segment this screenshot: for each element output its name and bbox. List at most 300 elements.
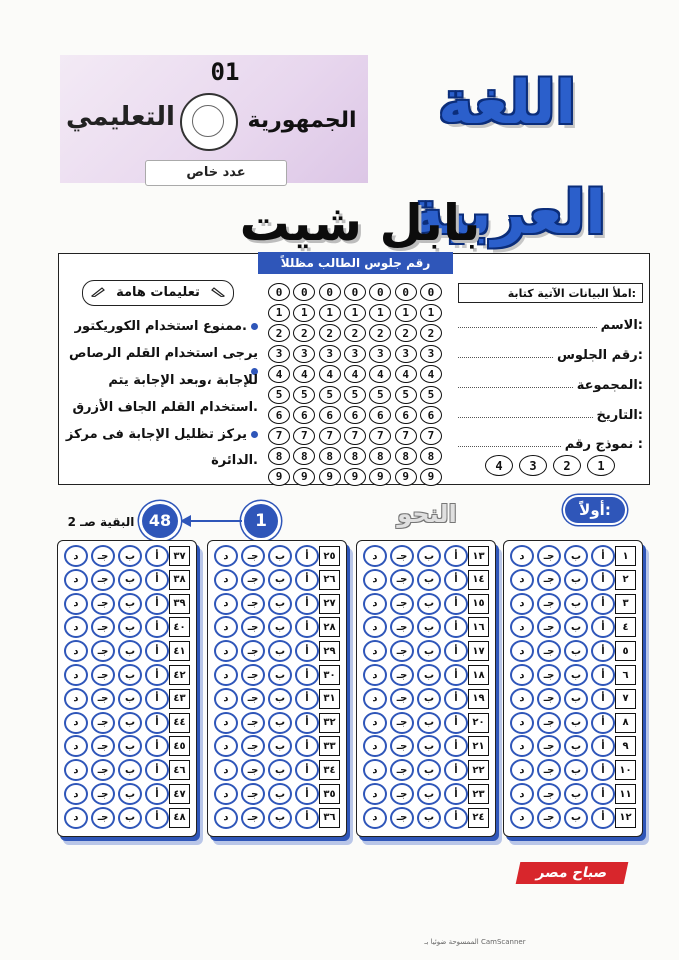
answer-option-bubble[interactable]: جـ [390, 593, 414, 615]
answer-option-bubble[interactable]: أ [295, 735, 319, 757]
answer-option-bubble[interactable]: أ [145, 783, 169, 805]
answer-option-bubble[interactable]: جـ [390, 616, 414, 638]
answer-option-bubble[interactable]: أ [444, 735, 468, 757]
answer-option-bubble[interactable]: جـ [91, 712, 115, 734]
seat-digit-bubble[interactable]: 7 [293, 427, 315, 445]
answer-option-bubble[interactable]: جـ [390, 545, 414, 567]
answer-option-bubble[interactable]: أ [145, 640, 169, 662]
seat-digit-bubble[interactable]: 5 [344, 386, 366, 404]
answer-option-bubble[interactable]: ب [118, 807, 142, 829]
answer-option-bubble[interactable]: جـ [241, 688, 265, 710]
seat-digit-bubble[interactable]: 9 [319, 468, 341, 486]
seat-digit-bubble[interactable]: 6 [319, 406, 341, 424]
answer-option-bubble[interactable]: أ [295, 807, 319, 829]
seat-digit-bubble[interactable]: 3 [395, 345, 417, 363]
seat-digit-bubble[interactable]: 2 [268, 324, 290, 342]
student-field[interactable] [458, 311, 643, 333]
answer-option-bubble[interactable]: ب [268, 664, 292, 686]
answer-option-bubble[interactable]: جـ [390, 664, 414, 686]
field-dotted-line[interactable] [458, 387, 573, 388]
seat-digit-bubble[interactable]: 4 [293, 365, 315, 383]
answer-option-bubble[interactable]: أ [591, 735, 615, 757]
student-field[interactable] [458, 430, 643, 452]
answer-option-bubble[interactable]: د [214, 569, 238, 591]
answer-option-bubble[interactable]: جـ [537, 688, 561, 710]
answer-option-bubble[interactable]: أ [295, 688, 319, 710]
answer-option-bubble[interactable]: أ [145, 807, 169, 829]
seat-digit-bubble[interactable]: 2 [293, 324, 315, 342]
field-label: رقم الجلوس: [556, 348, 643, 363]
seat-digit-bubble[interactable]: 1 [420, 304, 442, 322]
question-number: ٤٠ [169, 617, 190, 637]
answer-options [510, 712, 615, 734]
answer-option-bubble[interactable]: أ [591, 783, 615, 805]
seat-row [268, 385, 442, 406]
answer-option-bubble[interactable]: ب [268, 783, 292, 805]
seat-digit-bubble[interactable]: 9 [344, 468, 366, 486]
seat-row [268, 282, 442, 303]
answer-option-bubble[interactable]: أ [444, 593, 468, 615]
answer-option-bubble[interactable]: د [64, 640, 88, 662]
answer-option-bubble[interactable]: أ [295, 664, 319, 686]
seat-digit-bubble[interactable]: 6 [369, 406, 391, 424]
answer-option-bubble[interactable]: أ [295, 640, 319, 662]
answer-option-bubble[interactable]: د [214, 545, 238, 567]
answer-option-bubble[interactable]: أ [444, 783, 468, 805]
answer-option-bubble[interactable]: د [363, 569, 387, 591]
answer-option-bubble[interactable]: د [64, 664, 88, 686]
answer-option-bubble[interactable]: أ [145, 569, 169, 591]
answer-option-bubble[interactable]: ب [118, 545, 142, 567]
answer-option-bubble[interactable]: ب [417, 688, 441, 710]
answer-option-bubble[interactable]: د [510, 735, 534, 757]
model-option-bubble[interactable]: 1 [587, 455, 615, 476]
answer-option-bubble[interactable]: جـ [91, 735, 115, 757]
model-option-bubble[interactable]: 2 [553, 455, 581, 476]
answer-option-bubble[interactable]: د [510, 664, 534, 686]
answer-option-bubble[interactable]: د [510, 712, 534, 734]
answer-option-bubble[interactable]: ب [268, 569, 292, 591]
answer-option-bubble[interactable]: ب [417, 759, 441, 781]
answer-option-bubble[interactable]: جـ [91, 640, 115, 662]
question-number: ٢٤ [468, 808, 489, 828]
question-number: ٤٥ [169, 736, 190, 756]
answer-option-bubble[interactable]: د [363, 807, 387, 829]
answer-option-bubble[interactable]: د [510, 807, 534, 829]
answer-option-bubble[interactable]: جـ [91, 569, 115, 591]
answer-option-bubble[interactable]: ب [118, 712, 142, 734]
answer-option-bubble[interactable]: جـ [390, 759, 414, 781]
answer-option-bubble[interactable]: جـ [390, 783, 414, 805]
answer-option-bubble[interactable]: ب [564, 593, 588, 615]
seat-row [268, 344, 442, 365]
seat-digit-bubble[interactable]: 9 [293, 468, 315, 486]
seat-digit-bubble[interactable]: 3 [420, 345, 442, 363]
answer-option-bubble[interactable]: أ [145, 616, 169, 638]
answer-option-bubble[interactable]: جـ [241, 569, 265, 591]
answer-option-bubble[interactable]: أ [444, 616, 468, 638]
answer-option-bubble[interactable]: أ [295, 616, 319, 638]
answer-options [64, 735, 169, 757]
answer-option-bubble[interactable]: د [363, 688, 387, 710]
answer-option-bubble[interactable]: د [214, 640, 238, 662]
answer-option-bubble[interactable]: جـ [537, 640, 561, 662]
answer-option-bubble[interactable]: د [510, 616, 534, 638]
answer-option-bubble[interactable]: ب [417, 664, 441, 686]
seat-digit-bubble[interactable]: 3 [293, 345, 315, 363]
answer-option-bubble[interactable]: د [64, 545, 88, 567]
answer-option-bubble[interactable]: أ [444, 712, 468, 734]
answer-option-bubble[interactable]: د [64, 807, 88, 829]
answer-option-bubble[interactable]: د [64, 712, 88, 734]
answer-option-bubble[interactable]: ب [564, 616, 588, 638]
answer-option-bubble[interactable]: أ [591, 807, 615, 829]
answer-option-bubble[interactable]: أ [145, 688, 169, 710]
seat-digit-bubble[interactable]: 4 [395, 365, 417, 383]
answer-option-bubble[interactable]: أ [145, 735, 169, 757]
student-field[interactable] [458, 341, 643, 363]
answer-option-bubble[interactable]: د [64, 688, 88, 710]
seat-digit-bubble[interactable]: 7 [395, 427, 417, 445]
answer-option-bubble[interactable]: أ [145, 545, 169, 567]
field-dotted-line[interactable] [458, 357, 553, 358]
answer-option-bubble[interactable]: ب [417, 569, 441, 591]
answer-option-bubble[interactable]: ب [417, 712, 441, 734]
answer-option-bubble[interactable]: د [214, 807, 238, 829]
answer-option-bubble[interactable]: د [510, 545, 534, 567]
seat-digit-bubble[interactable]: 1 [319, 304, 341, 322]
answer-option-bubble[interactable]: أ [295, 712, 319, 734]
question-number: ٣٨ [169, 570, 190, 590]
answer-option-bubble[interactable]: جـ [537, 593, 561, 615]
answer-option-bubble[interactable]: ب [564, 783, 588, 805]
answer-option-bubble[interactable]: ب [268, 759, 292, 781]
answer-option-bubble[interactable]: ب [564, 759, 588, 781]
answer-option-bubble[interactable]: أ [145, 664, 169, 686]
answer-option-bubble[interactable]: جـ [91, 664, 115, 686]
answer-option-bubble[interactable]: جـ [390, 712, 414, 734]
answer-option-bubble[interactable]: أ [444, 759, 468, 781]
answer-option-bubble[interactable]: أ [591, 712, 615, 734]
answer-option-bubble[interactable]: جـ [390, 640, 414, 662]
answer-option-bubble[interactable]: ب [268, 616, 292, 638]
answer-option-bubble[interactable]: أ [444, 640, 468, 662]
answer-option-bubble[interactable]: أ [591, 759, 615, 781]
answer-option-bubble[interactable]: ب [564, 712, 588, 734]
answer-option-bubble[interactable]: أ [295, 593, 319, 615]
answer-option-bubble[interactable]: د [64, 616, 88, 638]
answer-option-bubble[interactable]: ب [118, 688, 142, 710]
answer-option-bubble[interactable]: جـ [390, 735, 414, 757]
seat-digit-bubble[interactable]: 2 [395, 324, 417, 342]
answer-row [363, 687, 489, 711]
seat-digit-bubble[interactable]: 8 [293, 447, 315, 465]
seat-digit-bubble[interactable]: 5 [293, 386, 315, 404]
answer-option-bubble[interactable]: ب [118, 783, 142, 805]
answer-option-bubble[interactable]: ب [118, 664, 142, 686]
model-option-bubble[interactable]: 4 [485, 455, 513, 476]
answer-option-bubble[interactable]: جـ [91, 759, 115, 781]
student-field[interactable] [458, 401, 643, 423]
answer-option-bubble[interactable]: د [363, 712, 387, 734]
seat-digit-bubble[interactable]: 8 [268, 447, 290, 465]
seat-digit-bubble[interactable]: 5 [268, 386, 290, 404]
answer-option-bubble[interactable]: د [214, 688, 238, 710]
answer-option-bubble[interactable]: جـ [537, 616, 561, 638]
answer-option-bubble[interactable]: ب [564, 688, 588, 710]
answer-option-bubble[interactable]: د [510, 569, 534, 591]
answer-option-bubble[interactable]: د [214, 593, 238, 615]
answer-option-bubble[interactable]: د [214, 616, 238, 638]
answer-option-bubble[interactable]: ب [564, 640, 588, 662]
answer-option-bubble[interactable]: د [363, 616, 387, 638]
answer-option-bubble[interactable]: ب [417, 616, 441, 638]
seat-digit-bubble[interactable]: 3 [268, 345, 290, 363]
answer-option-bubble[interactable]: ب [417, 593, 441, 615]
answer-option-bubble[interactable]: أ [591, 664, 615, 686]
answer-option-bubble[interactable]: د [214, 783, 238, 805]
answer-option-bubble[interactable]: جـ [91, 807, 115, 829]
seat-digit-bubble[interactable]: 7 [319, 427, 341, 445]
answer-option-bubble[interactable]: أ [295, 545, 319, 567]
answer-option-bubble[interactable]: جـ [91, 593, 115, 615]
answer-option-bubble[interactable]: جـ [537, 712, 561, 734]
answer-option-bubble[interactable]: جـ [537, 664, 561, 686]
answer-option-bubble[interactable]: أ [444, 688, 468, 710]
answer-option-bubble[interactable]: جـ [241, 664, 265, 686]
answer-option-bubble[interactable]: ب [118, 640, 142, 662]
answer-option-bubble[interactable]: جـ [537, 807, 561, 829]
seat-digit-bubble[interactable]: 5 [319, 386, 341, 404]
answer-option-bubble[interactable]: جـ [241, 593, 265, 615]
answer-option-bubble[interactable]: أ [591, 688, 615, 710]
answer-option-bubble[interactable]: أ [295, 569, 319, 591]
answer-option-bubble[interactable]: ب [118, 735, 142, 757]
fill-data-title: املأ البيانات الآتية كتابة: [458, 283, 643, 303]
field-dotted-line[interactable] [458, 327, 597, 328]
answer-option-bubble[interactable]: جـ [537, 569, 561, 591]
answer-option-bubble[interactable]: ب [268, 735, 292, 757]
answer-option-bubble[interactable]: د [510, 759, 534, 781]
answer-option-bubble[interactable]: جـ [241, 545, 265, 567]
seat-digit-bubble[interactable]: 0 [420, 283, 442, 301]
seat-digit-bubble[interactable]: 3 [319, 345, 341, 363]
answer-option-bubble[interactable]: أ [444, 664, 468, 686]
answer-option-bubble[interactable]: ب [268, 593, 292, 615]
answer-option-bubble[interactable]: أ [295, 783, 319, 805]
answer-option-bubble[interactable]: ب [417, 783, 441, 805]
answer-option-bubble[interactable]: ب [268, 807, 292, 829]
answer-option-bubble[interactable]: د [363, 640, 387, 662]
answer-option-bubble[interactable]: جـ [537, 545, 561, 567]
answer-option-bubble[interactable]: ب [417, 640, 441, 662]
seat-digit-bubble[interactable]: 4 [319, 365, 341, 383]
seat-digit-bubble[interactable]: 4 [268, 365, 290, 383]
seat-digit-bubble[interactable]: 2 [319, 324, 341, 342]
student-field[interactable] [458, 371, 643, 393]
answer-option-bubble[interactable]: ب [564, 807, 588, 829]
answer-option-bubble[interactable]: د [363, 664, 387, 686]
answer-option-bubble[interactable]: جـ [241, 616, 265, 638]
seat-digit-bubble[interactable]: 1 [395, 304, 417, 322]
seat-digit-bubble[interactable]: 9 [395, 468, 417, 486]
answer-option-bubble[interactable]: جـ [241, 712, 265, 734]
answer-option-bubble[interactable]: أ [145, 593, 169, 615]
seat-digit-bubble[interactable]: 6 [268, 406, 290, 424]
answer-option-bubble[interactable]: جـ [241, 783, 265, 805]
answer-option-bubble[interactable]: د [363, 593, 387, 615]
answer-option-bubble[interactable]: ب [118, 759, 142, 781]
seat-digit-bubble[interactable]: 8 [344, 447, 366, 465]
answer-option-bubble[interactable]: أ [295, 759, 319, 781]
answer-option-bubble[interactable]: د [64, 569, 88, 591]
answer-option-bubble[interactable]: د [363, 735, 387, 757]
answer-option-bubble[interactable]: أ [591, 545, 615, 567]
answer-option-bubble[interactable]: جـ [241, 735, 265, 757]
instruction-text: الدائرة. [211, 453, 258, 468]
answer-option-bubble[interactable]: د [510, 688, 534, 710]
answer-option-bubble[interactable]: أ [444, 569, 468, 591]
seat-digit-bubble[interactable]: 1 [369, 304, 391, 322]
answer-options [510, 593, 615, 615]
answer-option-bubble[interactable]: أ [591, 593, 615, 615]
answer-option-bubble[interactable]: ب [268, 640, 292, 662]
answer-option-bubble[interactable]: جـ [91, 688, 115, 710]
answer-option-bubble[interactable]: ب [564, 569, 588, 591]
answer-option-bubble[interactable]: ب [118, 616, 142, 638]
seat-digit-bubble[interactable]: 0 [395, 283, 417, 301]
answer-option-bubble[interactable]: ب [564, 545, 588, 567]
seat-digit-bubble[interactable]: 7 [344, 427, 366, 445]
answer-option-bubble[interactable]: أ [591, 640, 615, 662]
field-dotted-line[interactable] [458, 446, 561, 447]
seat-digit-bubble[interactable]: 4 [344, 365, 366, 383]
answer-option-bubble[interactable]: أ [591, 616, 615, 638]
seat-digit-bubble[interactable]: 5 [395, 386, 417, 404]
seat-digit-bubble[interactable]: 8 [420, 447, 442, 465]
seat-digit-bubble[interactable]: 1 [268, 304, 290, 322]
answer-option-bubble[interactable]: جـ [91, 783, 115, 805]
seat-digit-bubble[interactable]: 2 [344, 324, 366, 342]
seat-digit-bubble[interactable]: 9 [268, 468, 290, 486]
answer-option-bubble[interactable]: جـ [91, 545, 115, 567]
seat-digit-bubble[interactable]: 6 [293, 406, 315, 424]
answer-row [363, 663, 489, 687]
seat-digit-bubble[interactable]: 9 [369, 468, 391, 486]
answer-option-bubble[interactable]: جـ [537, 735, 561, 757]
answer-option-bubble[interactable]: أ [591, 569, 615, 591]
answer-option-bubble[interactable]: جـ [241, 640, 265, 662]
seat-digit-bubble[interactable]: 1 [344, 304, 366, 322]
answer-option-bubble[interactable]: جـ [91, 616, 115, 638]
answer-option-bubble[interactable]: د [363, 783, 387, 805]
answer-option-bubble[interactable]: د [214, 712, 238, 734]
answer-option-bubble[interactable]: د [510, 783, 534, 805]
answer-option-bubble[interactable]: د [64, 759, 88, 781]
question-number: ٢٠ [468, 713, 489, 733]
seat-digit-bubble[interactable]: 4 [420, 365, 442, 383]
seat-digit-bubble[interactable]: 8 [369, 447, 391, 465]
answer-option-bubble[interactable]: د [510, 593, 534, 615]
answer-option-bubble[interactable]: أ [444, 545, 468, 567]
answer-option-bubble[interactable]: أ [444, 807, 468, 829]
answer-options [363, 593, 468, 615]
answer-option-bubble[interactable]: د [64, 735, 88, 757]
answer-option-bubble[interactable]: ب [564, 664, 588, 686]
seat-digit-bubble[interactable]: 3 [369, 345, 391, 363]
answer-option-bubble[interactable]: ب [268, 688, 292, 710]
answer-option-bubble[interactable]: جـ [390, 688, 414, 710]
answer-option-bubble[interactable]: ب [417, 735, 441, 757]
answer-option-bubble[interactable]: ب [268, 712, 292, 734]
seat-digit-bubble[interactable]: 7 [268, 427, 290, 445]
question-number: ٣٧ [169, 546, 190, 566]
seat-digit-bubble[interactable]: 0 [369, 283, 391, 301]
seat-digit-bubble[interactable]: 9 [420, 468, 442, 486]
answer-option-bubble[interactable]: جـ [241, 807, 265, 829]
seat-digit-bubble[interactable]: 0 [293, 283, 315, 301]
answer-option-bubble[interactable]: د [214, 735, 238, 757]
seat-digit-bubble[interactable]: 2 [420, 324, 442, 342]
answer-option-bubble[interactable]: جـ [537, 783, 561, 805]
answer-option-bubble[interactable]: ب [118, 593, 142, 615]
seat-digit-bubble[interactable]: 8 [395, 447, 417, 465]
answer-row [510, 544, 636, 568]
seat-digit-bubble[interactable]: 4 [369, 365, 391, 383]
answer-option-bubble[interactable]: أ [145, 759, 169, 781]
answer-option-bubble[interactable]: ب [417, 807, 441, 829]
model-option-bubble[interactable]: 3 [519, 455, 547, 476]
answer-option-bubble[interactable]: د [214, 759, 238, 781]
answer-option-bubble[interactable]: د [64, 783, 88, 805]
instructions-title [82, 280, 234, 306]
answer-option-bubble[interactable]: د [214, 664, 238, 686]
seat-digit-bubble[interactable]: 0 [344, 283, 366, 301]
answer-option-bubble[interactable]: جـ [390, 569, 414, 591]
answer-option-bubble[interactable]: ب [417, 545, 441, 567]
answer-option-bubble[interactable]: جـ [537, 759, 561, 781]
answer-options [214, 569, 319, 591]
seat-digit-bubble[interactable]: 6 [395, 406, 417, 424]
seat-digit-bubble[interactable]: 7 [369, 427, 391, 445]
seat-digit-bubble[interactable]: 0 [268, 283, 290, 301]
seat-digit-bubble[interactable]: 2 [369, 324, 391, 342]
seat-digit-bubble[interactable]: 5 [369, 386, 391, 404]
answer-option-bubble[interactable]: د [363, 759, 387, 781]
answer-options [214, 616, 319, 638]
answer-option-bubble[interactable]: ب [268, 545, 292, 567]
question-number: ١٤ [468, 570, 489, 590]
answer-option-bubble[interactable]: د [64, 593, 88, 615]
answer-option-bubble[interactable]: ب [564, 735, 588, 757]
seat-digit-bubble[interactable]: 3 [344, 345, 366, 363]
answer-option-bubble[interactable]: د [363, 545, 387, 567]
seat-digit-bubble[interactable]: 5 [420, 386, 442, 404]
field-dotted-line[interactable] [458, 417, 593, 418]
seat-digit-bubble[interactable]: 0 [319, 283, 341, 301]
seat-digit-bubble[interactable]: 1 [293, 304, 315, 322]
seat-digit-bubble[interactable]: 6 [420, 406, 442, 424]
answer-option-bubble[interactable]: جـ [390, 807, 414, 829]
seat-digit-bubble[interactable]: 6 [344, 406, 366, 424]
seat-digit-bubble[interactable]: 8 [319, 447, 341, 465]
answer-option-bubble[interactable]: د [510, 640, 534, 662]
answer-option-bubble[interactable]: ب [118, 569, 142, 591]
answer-option-bubble[interactable]: جـ [241, 759, 265, 781]
seat-digit-bubble[interactable]: 7 [420, 427, 442, 445]
answer-row [363, 639, 489, 663]
answer-option-bubble[interactable]: أ [145, 712, 169, 734]
